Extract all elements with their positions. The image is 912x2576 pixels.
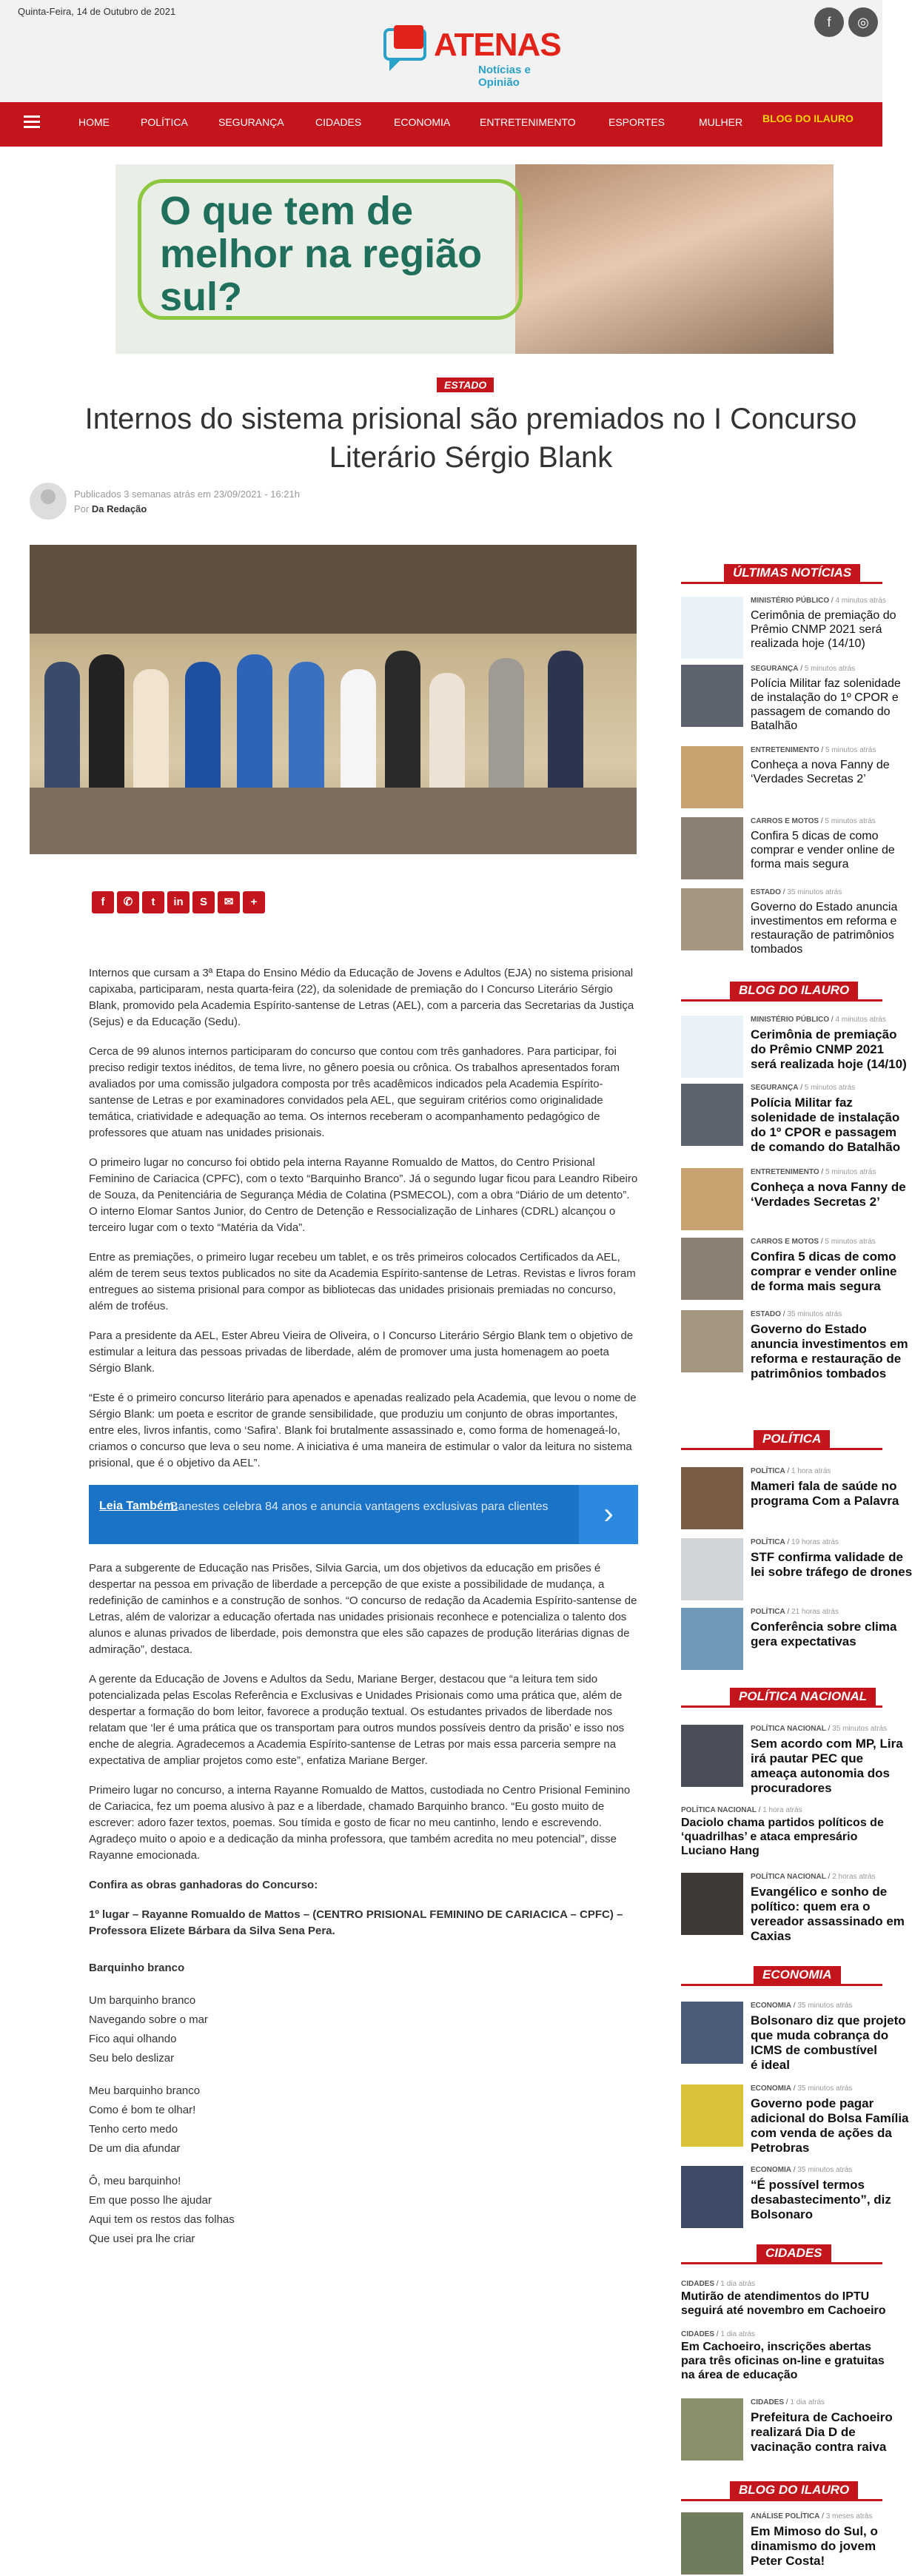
read-also-text[interactable]: Banestes celebra 84 anos e anuncia vantagens exclusivas para clientes — [170, 1500, 549, 1513]
current-date: Quinta-Feira, 14 de Outubro de 2021 — [18, 6, 176, 17]
list-item[interactable] — [681, 1016, 907, 1082]
item-title[interactable]: Conheça a nova Fanny de ‘Verdades Secretas 2’ — [751, 759, 890, 785]
logo-subtitle: Notícias e Opinião — [478, 64, 531, 89]
sidebar-heading-blog: BLOG DO ILAURO — [730, 982, 858, 1001]
item-category: ESTADO / 35 minutos atrás — [751, 1310, 842, 1318]
poem-line: Meu barquinho branco — [89, 2084, 201, 2097]
category-badge[interactable]: ESTADO — [437, 378, 494, 392]
poem-line: De um dia afundar — [89, 2142, 181, 2155]
nav-blog-ilauro[interactable]: BLOG DO ILAURO — [762, 113, 854, 124]
linkedin-icon[interactable]: in — [167, 891, 190, 913]
list-item[interactable] — [681, 665, 901, 732]
sidebar-heading-ultimas: ÚLTIMAS NOTÍCIAS — [724, 564, 860, 583]
sidebar-heading-politica-nacional: POLÍTICA NACIONAL — [730, 1688, 876, 1707]
first-place: 1º lugar – Rayanne Romualdo de Mattos – (CENTRO PRISIONAL FEMININO DE CARIACICA – CPFC) – Professora Elizete Bárbara da Silva Sena Pera. — [89, 1908, 623, 1937]
nav-mulher[interactable]: MULHER — [699, 116, 743, 128]
article-title-line2: Literário Sérgio Blank — [329, 441, 613, 474]
thumbnail[interactable] — [681, 1538, 743, 1600]
list-item[interactable] — [681, 817, 895, 884]
thumbnail[interactable] — [681, 1608, 743, 1670]
paragraph: Cerca de 99 alunos internos participaram do concurso que contou com três ganhadores. Para participar, foi preciso redigir textos inéditos, de tema livre, no gênero poesia ou crônica. Os trabalhos apresentados foram avaliados por uma comissão julgadora composta por três acadêmicos indicados pela Academia Espírito-santense de Letras e por examinadores convidados pela AEL, que seguiram critérios como originalidade temática, criatividade e adequação ao tema. Os internos receberam o acompanhamento pedagógico de professores que atuam nas unidades prisionais. — [89, 1045, 620, 1139]
read-also-box[interactable] — [89, 1485, 638, 1544]
item-title[interactable]: Mameri fala de saúde no programa Com a Palavra — [751, 1479, 899, 1508]
thumbnail[interactable] — [681, 665, 743, 727]
author-line — [74, 503, 147, 514]
thumbnail[interactable] — [681, 1238, 743, 1300]
nav-esportes[interactable]: ESPORTES — [608, 116, 665, 128]
paragraph: Para a presidente da AEL, Ester Abreu Vieira de Oliveira, o I Concurso Literário Sérgio Blank tem o objetivo de estimular a leitura das pessoas privadas de liberdade, além de promover uma justa homenagem ao poeta Sérgio Blank. — [89, 1329, 634, 1375]
item-title[interactable]: Cerimônia de premiação do Prêmio CNMP 2021 será realizada hoje (14/10) — [751, 1027, 907, 1071]
poem-line: Um barquinho branco — [89, 1994, 196, 2007]
item-category: POLÍTICA / 19 horas atrás — [751, 1538, 839, 1546]
section-heading: Confira as obras ganhadoras do Concurso: — [89, 1879, 318, 1891]
list-item[interactable] — [681, 888, 898, 956]
item-category: CIDADES / 1 dia atrás — [751, 2398, 825, 2406]
item-category: POLÍTICA / 21 horas atrás — [751, 1608, 839, 1616]
list-item[interactable] — [681, 2512, 882, 2575]
paragraph: Internos que cursam a 3ª Etapa do Ensino Médio da Educação de Jovens e Adultos (EJA) no sistema prisional capixaba, participaram, nesta quarta-feira (22), da solenidade de premiação do I Concurso Literário Sérgio Blank, promovido pela Academia Espírito-santense de Letras (AEL), com a parceria das Secretarias da Justiça (Sejus) e da Educação (Sedu). — [89, 967, 634, 1028]
article-photo — [30, 545, 637, 854]
item-category: POLÍTICA NACIONAL / 1 hora atrás — [681, 1806, 802, 1814]
item-title[interactable]: Governo do Estado anuncia investimentos em reforma e restauração de patrimônios tombados — [751, 901, 898, 956]
list-item[interactable] — [681, 1467, 899, 1534]
paragraph: A gerente da Educação de Jovens e Adultos da Sedu, Mariane Berger, destacou que “a leitura tem sido potencializada pelas Escolas Referência e Exclusivas e Unidades Prisionais como uma prática que, além de despertar a formação do bom leitor, favorece a produção textual. Os estudantes privados de liberdade nos relatam que ‘ler é uma prática que os transportam para outros mundos possíveis dentro da prisão’ e isso nos enche de alegria. Agradecemos a Academia Espírito-santense de Letras por mais essa parceria sempre na expectativa de ampliar projetos como este”, enfatiza Mariane Berger. — [89, 1673, 625, 1767]
item-category: SEGURANÇA / 5 minutos atrás — [751, 1084, 856, 1092]
poem-line: Seu belo deslizar — [89, 2052, 175, 2065]
item-category: ECONOMIA / 35 minutos atrás — [751, 2084, 853, 2093]
thumbnail[interactable] — [681, 2002, 743, 2064]
thumbnail[interactable] — [681, 2512, 743, 2575]
thumbnail[interactable] — [681, 1016, 743, 1078]
item-category: ENTRETENIMENTO / 5 minutos atrás — [751, 746, 876, 754]
item-category: POLÍTICA NACIONAL / 2 horas atrás — [751, 1873, 876, 1881]
poem-title: Barquinho branco — [89, 1962, 185, 1974]
item-category: ESTADO / 35 minutos atrás — [751, 888, 842, 896]
list-item[interactable] — [681, 2398, 893, 2465]
list-item[interactable] — [681, 2280, 886, 2318]
item-title[interactable]: Confira 5 dicas de como comprar e vender online de forma mais segura — [751, 830, 895, 871]
logo-title: ATENAS — [434, 27, 561, 63]
item-title[interactable]: Em Cachoeiro, inscrições abertas para três oficinas on-line e gratuitas na área de educação — [681, 2341, 885, 2381]
list-item[interactable] — [681, 1084, 901, 1154]
thumbnail[interactable] — [681, 888, 743, 950]
item-title[interactable]: Confira 5 dicas de como comprar e vender online de forma mais segura — [751, 1250, 897, 1293]
nav-seguranca[interactable]: SEGURANÇA — [218, 116, 284, 128]
thumbnail[interactable] — [681, 1310, 743, 1372]
list-item[interactable] — [681, 1238, 897, 1304]
item-category: ENTRETENIMENTO / 5 minutos atrás — [751, 1168, 876, 1176]
item-title[interactable]: Bolsonaro diz que projeto que muda cobrança do ICMS de combustível é ideal — [751, 2013, 906, 2072]
list-item[interactable] — [681, 746, 890, 813]
item-category: ECONOMIA / 35 minutos atrás — [751, 2002, 853, 2010]
avatar — [30, 483, 67, 520]
list-item[interactable] — [681, 1725, 903, 1795]
item-title[interactable]: Governo do Estado anuncia investimentos em reforma e restauração de patrimônios tombados — [751, 1322, 908, 1381]
item-category: SEGURANÇA / 5 minutos atrás — [751, 665, 856, 673]
list-item[interactable] — [681, 1608, 897, 1674]
facebook-icon[interactable]: f — [814, 7, 844, 37]
paragraph: Primeiro lugar no concurso, a interna Rayanne Romualdo de Mattos, custodiada no Centro Prisional Feminino de Cariacica, fez um poema alusivo à paz e a liberdade, chamado Barquinho branco. “Eu gosto muito de escrever: adoro fazer textos, poemas. Sou tímida e gosto de ficar no meu cantinho, lendo e escrevendo. Agradeço muito o apoio e a dedicação da minha professora, que também acredita no meu potencial”, disse Rayanne emocionada. — [89, 1784, 631, 1862]
paragraph: Entre as premiações, o primeiro lugar recebeu um tablet, e os três primeiros colocados Certificados da AEL, além de terem seus textos publicados no site da Academia Espírito-santense de Letras. Revistas e livros foram entregues ao sistema prisional para compor as bibliotecas das unidades prisionais premiadas no concurso, além de troféus. — [89, 1251, 636, 1312]
item-title[interactable]: Governo pode pagar adicional do Bolsa Família com venda de ações da Petrobras — [751, 2096, 909, 2155]
item-title[interactable]: Polícia Militar faz solenidade de instalação do 1º CPOR e passagem de comando do Batalhão — [751, 1096, 901, 1154]
thumbnail[interactable] — [681, 1168, 743, 1230]
ad-banner[interactable] — [115, 164, 834, 354]
item-category: ANÁLISE POLÍTICA / 3 meses atrás — [751, 2512, 873, 2520]
nav-economia[interactable]: ECONOMIA — [394, 116, 451, 128]
item-title[interactable]: Sem acordo com MP, Lira irá pautar PEC que ameaça autonomia dos procuradores — [751, 1737, 903, 1795]
item-title[interactable]: Daciolo chama partidos políticos de ‘quadrilhas’ e ataca empresário Luciano Hang — [681, 1817, 884, 1857]
item-title[interactable]: Prefeitura de Cachoeiro realizará Dia D de vacinação contra raiva — [751, 2410, 893, 2454]
item-title[interactable]: “É possível termos desabastecimento”, diz Bolsonaro — [751, 2178, 891, 2221]
banner-photo — [515, 164, 834, 354]
item-title[interactable]: Evangélico e sonho de político: quem era o vereador assassinado em Caxias — [751, 1885, 905, 1943]
paragraph: “Este é o primeiro concurso literário para apenados e apenadas realizado pela Academia, que levou o nome de Sérgio Blank: um poeta e escritor de grande sensibilidade, que produziu um conjunto de obras importantes, entre eles, livros infantis, como ‘Safira’. Blank foi brutalmente assassinado e, como forma de homenageá-lo, criamos o concurso que leva o seu nome. A iniciativa é uma maneira de estimular o valor da leitura no sistema prisional, que é o objetivo da AEL”. — [89, 1392, 637, 1469]
list-item[interactable] — [681, 1310, 908, 1384]
item-title[interactable]: Conferência sobre clima gera expectativas — [751, 1620, 897, 1648]
thumbnail[interactable] — [681, 2084, 743, 2147]
item-title[interactable]: Cerimônia de premiação do Prêmio CNMP 2021 será realizada hoje (14/10) — [751, 609, 896, 650]
poem-stanza — [89, 2082, 638, 2159]
nav-politica[interactable]: POLÍTICA — [141, 116, 188, 128]
whatsapp-icon[interactable]: ✆ — [117, 891, 139, 913]
list-item[interactable] — [681, 1538, 912, 1605]
thumbnail[interactable] — [681, 597, 743, 659]
list-item[interactable] — [681, 1806, 882, 1858]
thumbnail[interactable] — [681, 1725, 743, 1787]
nav-cidades[interactable]: CIDADES — [315, 116, 362, 128]
item-category: POLÍTICA / 1 hora atrás — [751, 1467, 831, 1475]
plus-icon[interactable]: + — [243, 891, 265, 913]
author-name[interactable]: Da Redação — [91, 503, 147, 514]
poem-line: Ô, meu barquinho! — [89, 2175, 181, 2187]
item-category: CIDADES / 1 dia atrás — [681, 2330, 756, 2338]
item-title[interactable]: STF confirma validade de lei sobre tráfego de drones — [751, 1550, 912, 1579]
poem-line: Fico aqui olhando — [89, 2033, 177, 2045]
twitter-icon[interactable]: t — [142, 891, 164, 913]
skype-icon[interactable]: S — [192, 891, 215, 913]
poem-stanza — [89, 1991, 638, 2068]
menu-icon[interactable] — [24, 115, 40, 129]
thumbnail[interactable] — [681, 1084, 743, 1146]
sidebar-heading-cidades: CIDADES — [757, 2244, 831, 2264]
item-title[interactable]: Em Mimoso do Sul, o dinamismo do jovem Peter Costa! — [751, 2524, 878, 2568]
item-category: POLÍTICA NACIONAL / 35 minutos atrás — [751, 1725, 888, 1733]
item-category: CARROS E MOTOS / 5 minutos atrás — [751, 817, 876, 825]
paragraph: O primeiro lugar no concurso foi obtido pela interna Rayanne Romualdo de Mattos, do Centro Prisional Feminino de Cariacica (CPFC), com o texto “Barquinho Branco”. Já o segundo lugar ficou para Leandro Ribeiro de Souza, da Penitenciária de Segurança Média de Colatina (PSMECOL), com a obra “Diário de um detento”. O interno Elomar Santos Junior, do Centro de Detenção e Ressocialização de Linhares (CDRL) alcançou o terceiro lugar com o texto “Matéria da Vida”. — [89, 1156, 638, 1234]
thumbnail[interactable] — [681, 2398, 743, 2461]
article-title — [30, 400, 912, 477]
thumbnail[interactable] — [681, 2166, 743, 2228]
item-category: ECONOMIA / 35 minutos atrás — [751, 2166, 853, 2174]
site-logo[interactable] — [379, 22, 571, 89]
item-title[interactable]: Polícia Militar faz solenidade de instalação do 1º CPOR e passagem de comando do Batalhão — [751, 677, 901, 732]
top-bar — [0, 0, 882, 102]
item-category: CARROS E MOTOS / 5 minutos atrás — [751, 1238, 876, 1246]
sidebar-heading-politica: POLÍTICA — [754, 1430, 830, 1449]
paragraph: Para a subgerente de Educação nas Prisões, Silvia Garcia, um dos objetivos da educação em prisões é despertar na pessoa em privação de liberdade a percepção de que existe a possibilidade de mudança, a redefinição de caminhos e a construção de sonhos. “O concurso de redação da Academia Espírito-santense de Letras, além de valorizar a educação ofertada nas unidades prisionais reconhece e potencializa o talento dos alunos e alunas privados de liberdade, pois demonstra que eles são capazes de produção literárias dignas de admiração”, destaca. — [89, 1562, 637, 1656]
read-also-label: Leia Também: — [99, 1500, 178, 1512]
sidebar-heading-blog-2: BLOG DO ILAURO — [730, 2481, 858, 2500]
nav-entretenimento[interactable]: ENTRETENIMENTO — [480, 116, 576, 128]
main-nav — [0, 102, 882, 147]
list-item[interactable] — [681, 2002, 906, 2083]
logo-bubble-icon — [379, 22, 431, 74]
poem-line: Tenho certo medo — [89, 2123, 178, 2136]
article-body — [89, 965, 638, 2262]
sidebar-heading-economia: ECONOMIA — [754, 1966, 841, 1985]
list-item[interactable] — [681, 1873, 905, 1954]
list-item[interactable] — [681, 2330, 885, 2382]
poem-line: Como é bom te olhar! — [89, 2104, 196, 2116]
facebook-icon[interactable]: f — [92, 891, 114, 913]
item-category: MINISTÉRIO PÚBLICO / 4 minutos atrás — [751, 1016, 886, 1024]
item-category: MINISTÉRIO PÚBLICO / 4 minutos atrás — [751, 597, 886, 605]
thumbnail[interactable] — [681, 1467, 743, 1529]
thumbnail[interactable] — [681, 746, 743, 808]
list-item[interactable] — [681, 2084, 909, 2166]
poem-line: Que usei pra lhe criar — [89, 2233, 195, 2245]
list-item[interactable] — [681, 1168, 906, 1235]
item-title[interactable]: Mutirão de atendimentos do IPTU seguirá até novembro em Cachoeiro — [681, 2290, 886, 2317]
list-item[interactable] — [681, 2166, 891, 2233]
poem-line: Aqui tem os restos das folhas — [89, 2213, 235, 2226]
thumbnail[interactable] — [681, 817, 743, 879]
email-icon[interactable]: ✉ — [218, 891, 240, 913]
by-prefix: Por — [74, 503, 90, 514]
poem-stanza — [89, 2172, 638, 2249]
item-category: CIDADES / 1 dia atrás — [681, 2280, 756, 2288]
nav-home[interactable]: HOME — [78, 116, 110, 128]
published-date: Publicados 3 semanas atrás em 23/09/2021 - 16:21h — [74, 489, 300, 500]
instagram-icon[interactable]: ◎ — [848, 7, 878, 37]
chevron-right-icon[interactable]: › — [579, 1485, 638, 1544]
poem-line: Em que posso lhe ajudar — [89, 2194, 212, 2207]
banner-text: O que tem de melhor na região sul? — [160, 189, 483, 319]
poem-line: Navegando sobre o mar — [89, 2013, 208, 2026]
thumbnail[interactable] — [681, 1873, 743, 1935]
article-title-line1: Internos do sistema prisional são premiados no I Concurso — [84, 403, 857, 435]
item-title[interactable]: Conheça a nova Fanny de ‘Verdades Secretas 2’ — [751, 1180, 906, 1209]
list-item[interactable] — [681, 597, 896, 663]
